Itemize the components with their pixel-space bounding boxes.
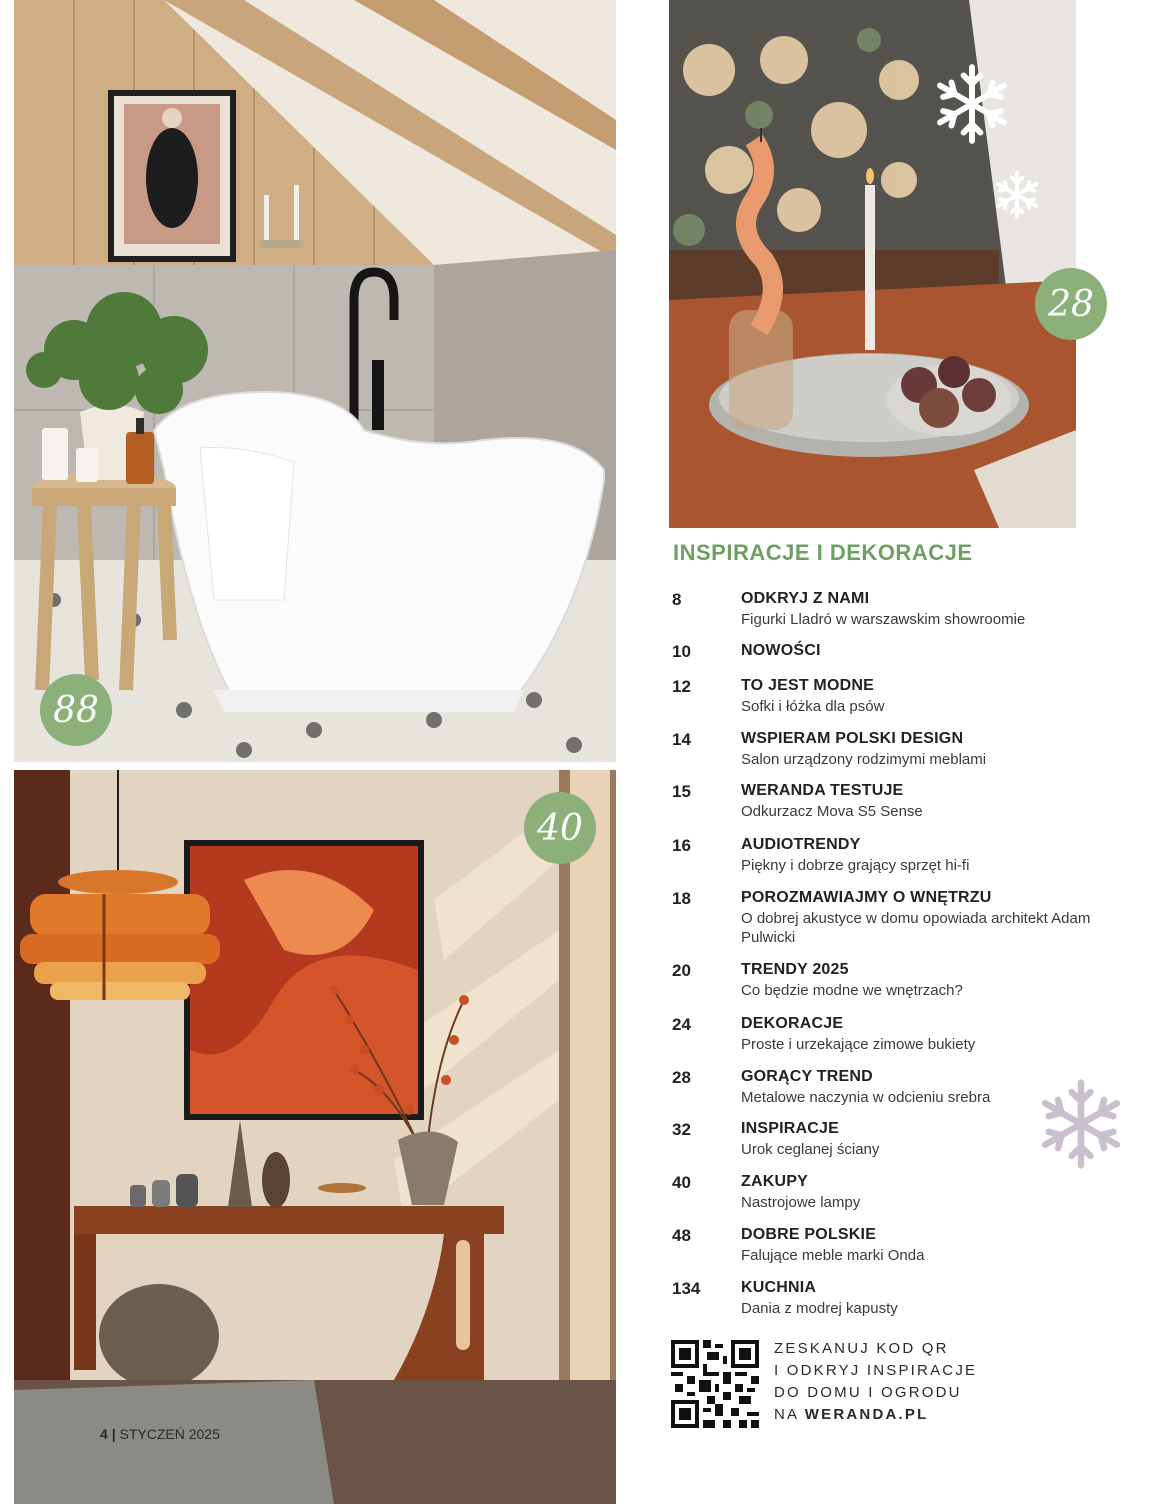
section-title: INSPIRACJE I DEKORACJE [673, 540, 973, 565]
toc-subtitle: Salon urządzony rodzimymi meblami [741, 751, 987, 768]
footer-separator: | [111, 1426, 116, 1442]
qr-text-line: DO DOMU I OGRODU [774, 1384, 962, 1401]
photo-lamp-console [14, 770, 616, 1504]
snowflake-icon [930, 62, 1014, 146]
website-link[interactable]: WERANDA.PL [804, 1406, 929, 1423]
qr-text-line: I ODKRYJ INSPIRACJE [774, 1362, 978, 1379]
toc-page-number: 14 [672, 730, 691, 749]
photo-candles-tray [669, 0, 1076, 528]
toc-subtitle: Nastrojowe lampy [741, 1194, 861, 1211]
toc-title: AUDIOTRENDY [741, 836, 861, 853]
page-number: 4 [100, 1426, 108, 1442]
toc-page-number: 40 [672, 1173, 691, 1192]
qr-call-to-action [774, 1338, 977, 1426]
toc-subtitle: Co będzie modne we wnętrzach? [741, 982, 963, 999]
toc-title: INSPIRACJE [741, 1120, 840, 1137]
toc-page-number: 24 [672, 1015, 691, 1034]
toc-subtitle: O dobrej akustyce w domu opowiada architekt Adam Pulwicki [741, 910, 1091, 946]
toc-page-number: 18 [672, 889, 691, 908]
toc-title: DOBRE POLSKIE [741, 1226, 877, 1243]
toc-page-number: 8 [672, 590, 682, 609]
toc-title: WERANDA TESTUJE [741, 782, 904, 799]
toc-title: TO JEST MODNE [741, 677, 874, 694]
toc-subtitle: Urok ceglanej ściany [741, 1141, 880, 1158]
snowflake-icon [992, 170, 1042, 220]
toc-subtitle: Dania z modrej kapusty [741, 1300, 898, 1317]
page-badge-28[interactable]: 28 [1035, 268, 1107, 340]
toc-title: NOWOŚCI [741, 642, 821, 659]
toc-page-number: 134 [672, 1279, 701, 1298]
page-badge-40[interactable]: 40 [524, 792, 596, 864]
toc-title: GORĄCY TREND [741, 1068, 873, 1085]
toc-page-number: 32 [672, 1120, 691, 1139]
toc-page-number: 28 [672, 1068, 691, 1087]
toc-subtitle: Metalowe naczynia w odcieniu srebra [741, 1089, 991, 1106]
toc-title: ZAKUPY [741, 1173, 808, 1190]
toc-subtitle: Odkurzacz Mova S5 Sense [741, 803, 923, 820]
qr-text-prefix: NA [774, 1406, 805, 1423]
qr-text-line [774, 1404, 977, 1426]
toc-title: POROZMAWIAJMY O WNĘTRZU [741, 889, 992, 906]
page-footer [100, 1426, 220, 1442]
toc-page-number: 48 [672, 1226, 691, 1245]
toc-title: ODKRYJ Z NAMI [741, 590, 870, 607]
qr-text-line: ZESKANUJ KOD QR [774, 1340, 949, 1357]
toc-title: DEKORACJE [741, 1015, 844, 1032]
toc-subtitle: Proste i urzekające zimowe bukiety [741, 1036, 976, 1053]
photo-bathroom [14, 0, 616, 762]
issue-date: STYCZEŃ 2025 [119, 1426, 220, 1442]
page-badge-88[interactable]: 88 [40, 674, 112, 746]
toc-subtitle: Sofki i łóżka dla psów [741, 698, 885, 715]
toc-page-number: 20 [672, 961, 691, 980]
toc-page-number: 16 [672, 836, 691, 855]
toc-page-number: 10 [672, 642, 691, 661]
toc-title: TRENDY 2025 [741, 961, 849, 978]
toc-page-number: 15 [672, 782, 691, 801]
qr-code-icon[interactable] [671, 1340, 759, 1428]
toc-page-number: 12 [672, 677, 691, 696]
toc-title: KUCHNIA [741, 1279, 817, 1296]
toc-subtitle: Falujące meble marki Onda [741, 1247, 925, 1264]
toc-title: WSPIERAM POLSKI DESIGN [741, 730, 964, 747]
toc-subtitle: Piękny i dobrze grający sprzęt hi-fi [741, 857, 970, 874]
toc-subtitle: Figurki Lladró w warszawskim showroomie [741, 611, 1026, 628]
